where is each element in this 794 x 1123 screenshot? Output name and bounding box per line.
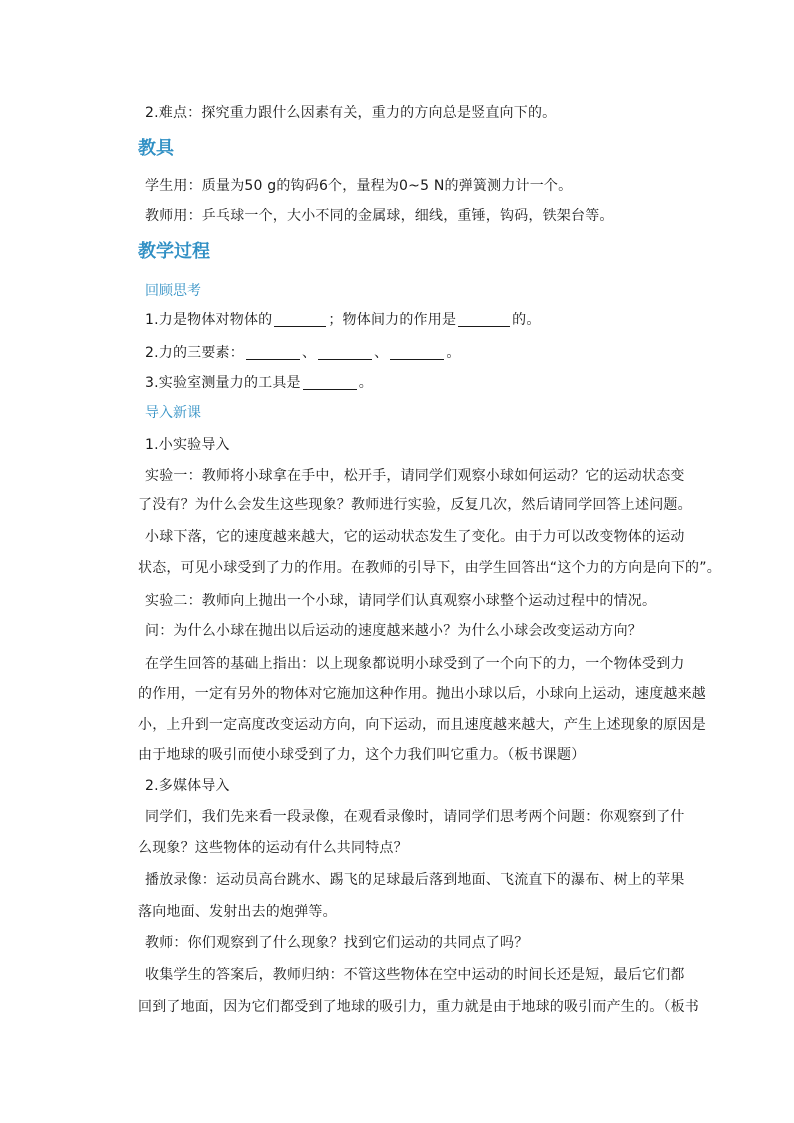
difficulty-line: 2.难点：探究重力跟什么因素有关，重力的方向总是竖直向下的。	[145, 105, 557, 121]
paragraph-line: 问：为什么小球在抛出以后运动的速度越来越小？为什么小球会改变运动方向？	[145, 623, 642, 639]
review-q2-text: 2.力的三要素：	[145, 345, 244, 361]
review-q3-end: 。	[358, 375, 373, 391]
subheading-intro: 导入新课	[145, 405, 201, 421]
subheading-review: 回顾思考	[145, 283, 201, 299]
review-question-2	[145, 342, 685, 364]
paragraph-line: 同学们，我们先来看一段录像，在观看录像时，请同学们思考两个问题：你观察到了什	[145, 809, 685, 825]
fill-blank[interactable]	[274, 312, 326, 327]
paragraph-line: 教师：你们观察到了什么现象？找到它们运动的共同点了吗？	[145, 935, 529, 951]
paragraph-line: 回到了地面，因为它们都受到了地球的吸引力，重力就是由于地球的吸引而产生的。（板书	[138, 999, 699, 1015]
review-question-3	[145, 372, 685, 394]
fill-blank[interactable]	[390, 345, 444, 360]
review-question-1	[145, 309, 685, 331]
paragraph-line: 了没有？为什么会发生这些现象？教师进行实验，反复几次，然后请同学回答上述问题。	[138, 497, 692, 513]
paragraph-line: 播放录像：运动员高台跳水、踢飞的足球最后落到地面、飞流直下的瀑布、树上的苹果	[145, 872, 685, 888]
fill-blank[interactable]	[303, 375, 357, 390]
intro-sub1: 1.小实验导入	[145, 437, 230, 453]
paragraph-line: 收集学生的答案后，教师归纳：不管这些物体在空中运动的时间长还是短，最后它们都	[145, 967, 685, 983]
paragraph-line: 在学生回答的基础上指出：以上现象都说明小球受到了一个向下的力，一个物体受到力	[145, 656, 685, 672]
paragraph-line: 小，上升到一定高度改变运动方向，向下运动，而且速度越来越大，产生上述现象的原因是	[138, 717, 706, 733]
review-q1-text-b: ；物体间力的作用是	[328, 312, 457, 328]
paragraph-line: 么现象？这些物体的运动有什么共同特点？	[138, 840, 408, 856]
paragraph-line: 小球下落，它的速度越来越大，它的运动状态发生了变化。由于力可以改变物体的运动	[145, 529, 685, 545]
heading-process: 教学过程	[138, 241, 210, 262]
paragraph-line: 实验二：教师向上抛出一个小球，请同学们认真观察小球整个运动过程中的情况。	[145, 593, 657, 609]
paragraph-line: 实验一：教师将小球拿在手中，松开手，请同学们观察小球如何运动？它的运动状态变	[145, 468, 685, 484]
paragraph-line: 由于地球的吸引而使小球受到了力，这个力我们叫它重力。（板书课题）	[138, 747, 586, 763]
intro-sub2: 2.多媒体导入	[145, 778, 230, 794]
review-q3-text: 3.实验室测量力的工具是	[145, 375, 301, 391]
fill-blank[interactable]	[458, 312, 510, 327]
fill-blank[interactable]	[246, 345, 300, 360]
paragraph-line: 落向地面、发射出去的炮弹等。	[138, 904, 337, 920]
separator: 、	[374, 345, 389, 361]
paragraph-line: 状态，可见小球受到了力的作用。在教师的引导下，由学生回答出“这个力的方向是向下的”。	[138, 560, 721, 576]
paragraph-line: 的作用，一定有另外的物体对它施加这种作用。抛出小球以后，小球向上运动，速度越来越	[138, 686, 706, 702]
review-q2-end: 。	[446, 345, 461, 361]
review-q1-text-c: 的。	[512, 312, 541, 328]
heading-tools: 教具	[138, 138, 174, 159]
separator: 、	[301, 345, 317, 361]
review-q1-text-a: 1.力是物体对物体的	[145, 312, 273, 328]
tools-teacher-line: 教师用：乒乓球一个，大小不同的金属球，细线，重锤，钩码，铁架台等。	[145, 208, 614, 224]
tools-student-line: 学生用：质量为50 g的钩码6个，量程为0~5 N的弹簧测力计一个。	[145, 178, 573, 194]
fill-blank[interactable]	[318, 345, 372, 360]
